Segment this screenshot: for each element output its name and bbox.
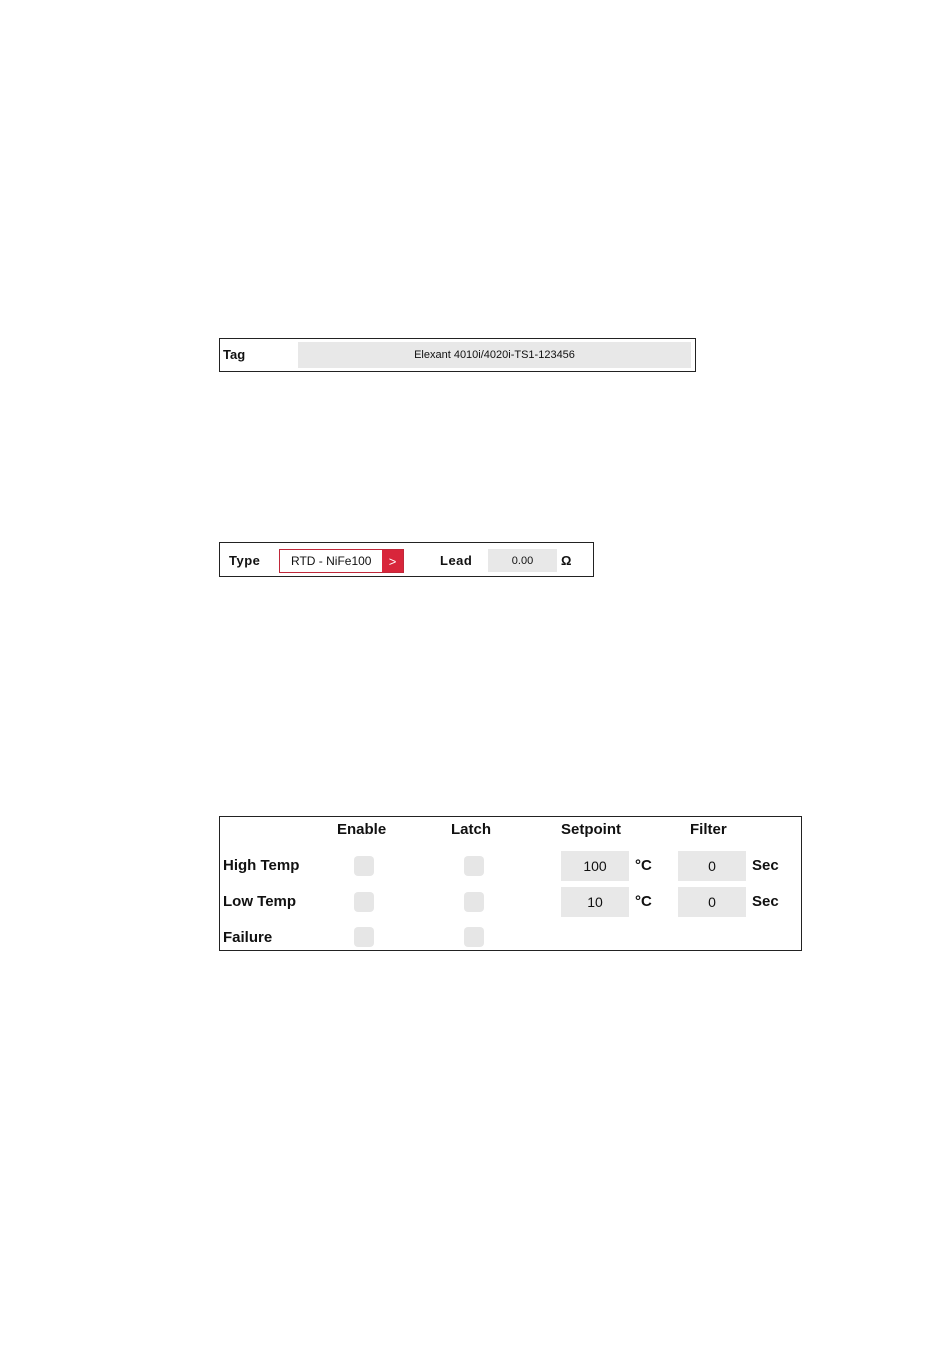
lead-resistance-field[interactable]: 0.00 <box>488 549 557 572</box>
low-temp-setpoint-unit: °C <box>635 893 652 910</box>
failure-label: Failure <box>223 929 273 946</box>
type-label: Type <box>229 553 261 568</box>
sensor-type-panel <box>219 542 594 577</box>
high-temp-filter-unit: Sec <box>752 857 779 874</box>
setpoint-header: Setpoint <box>561 821 621 838</box>
high-temp-enable-checkbox[interactable] <box>354 856 374 876</box>
failure-enable-checkbox[interactable] <box>354 927 374 947</box>
high-temp-setpoint-unit: °C <box>635 857 652 874</box>
low-temp-enable-checkbox[interactable] <box>354 892 374 912</box>
tag-label: Tag <box>223 347 246 362</box>
high-temp-latch-checkbox[interactable] <box>464 856 484 876</box>
low-temp-filter-unit: Sec <box>752 893 779 910</box>
tag-panel <box>219 338 696 372</box>
tag-field[interactable]: Elexant 4010i/4020i-TS1-123456 <box>298 342 691 368</box>
high-temp-filter-field[interactable]: 0 <box>678 851 746 881</box>
low-temp-label: Low Temp <box>223 893 297 910</box>
filter-header: Filter <box>690 821 727 838</box>
high-temp-setpoint-field[interactable]: 100 <box>561 851 629 881</box>
latch-header: Latch <box>451 821 492 838</box>
low-temp-filter-field[interactable]: 0 <box>678 887 746 917</box>
low-temp-setpoint-field[interactable]: 10 <box>561 887 629 917</box>
type-dropdown-value: RTD - NiFe100 <box>291 554 372 568</box>
failure-latch-checkbox[interactable] <box>464 927 484 947</box>
lead-label: Lead <box>440 553 473 568</box>
high-temp-label: High Temp <box>223 857 300 874</box>
chevron-right-icon[interactable]: > <box>382 550 403 572</box>
low-temp-latch-checkbox[interactable] <box>464 892 484 912</box>
enable-header: Enable <box>337 821 387 838</box>
type-dropdown[interactable] <box>279 549 404 573</box>
lead-unit: Ω <box>561 553 572 568</box>
alarm-panel <box>219 816 802 951</box>
